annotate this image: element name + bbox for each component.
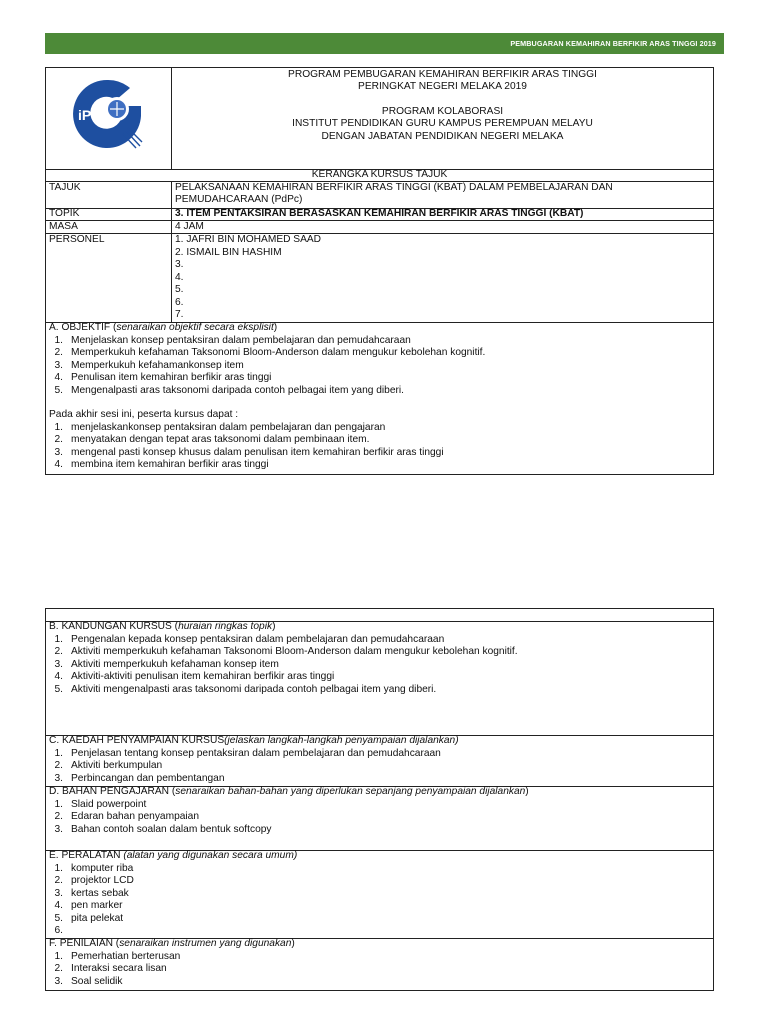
objective-item: 3. Memperkukuh kefahamankonsep item bbox=[54, 359, 244, 371]
equipment-item: 2. projektor LCD bbox=[54, 875, 134, 886]
section-e-heading: E. PERALATAN (alatan yang digunakan secara umum) bbox=[49, 850, 298, 861]
method-item: 2. Aktiviti berkumpulan bbox=[54, 760, 163, 771]
section-b-heading: B. KANDUNGAN KURSUS (huraian ringkas topik) bbox=[49, 621, 276, 632]
masa-label: MASA bbox=[49, 221, 78, 232]
section-f-heading: F. PENILAIAN (senaraikan instrumen yang digunakan) bbox=[49, 938, 295, 949]
row-divider bbox=[45, 220, 714, 221]
outcome-intro: Pada akhir sesi ini, peserta kursus dapat : bbox=[49, 409, 239, 420]
svg-text:iPG: iPG bbox=[78, 107, 103, 123]
assessment-item: 2. Interaksi secara lisan bbox=[54, 963, 167, 974]
personel-item: 5. bbox=[175, 284, 184, 295]
equipment-item: 5. pita pelekat bbox=[54, 912, 124, 924]
content-item: 1. Pengenalan kepada konsep pentaksiran dalam pembelajaran dan pemudahcaraan bbox=[54, 633, 445, 645]
content-item: 5. Aktiviti mengenalpasti aras taksonomi daripada contoh pelbagai item yang diberi. bbox=[54, 683, 437, 695]
method-item: 3. Perbincangan dan pembentangan bbox=[54, 772, 225, 784]
banner-title: PEMBUGARAN KEMAHIRAN BERFIKIR ARAS TINGGI 2019 bbox=[510, 39, 716, 48]
framework-title: KERANGKA KURSUS TAJUK bbox=[311, 169, 448, 180]
tajuk-value-line2: PEMUDAHCARAAN (PdPc) bbox=[175, 194, 303, 205]
objective-item: 5. Mengenalpasti aras taksonomi daripada contoh pelbagai item yang diberi. bbox=[54, 384, 404, 396]
objective-item: 4. Penulisan item kemahiran berfikir aras tinggi bbox=[54, 372, 272, 383]
material-item: 1. Slaid powerpoint bbox=[54, 798, 147, 810]
method-item: 1. Penjelasan tentang konsep pentaksiran dalam pembelajaran dan pemudahcaraan bbox=[54, 747, 441, 759]
equipment-item: 1. komputer riba bbox=[54, 862, 134, 874]
personel-item: 1. JAFRI BIN MOHAMED SAAD bbox=[175, 234, 322, 245]
material-item: 2. Edaran bahan penyampaian bbox=[54, 811, 200, 822]
label-column-divider bbox=[171, 181, 172, 322]
personel-item: 2. ISMAIL BIN HASHIM bbox=[175, 246, 282, 258]
outcome-item: 1. menjelaskankonsep pentaksiran dalam pembelajaran dan pengajaran bbox=[54, 421, 386, 433]
row-divider bbox=[45, 233, 714, 234]
outcome-item: 4. membina item kemahiran berfikir aras tinggi bbox=[54, 459, 269, 470]
content-item: 2. Aktiviti memperkukuh kefahaman Taksonomi Bloom-Anderson dalam mengukur kebolehan kognitif. bbox=[54, 646, 518, 657]
topik-value: 3. ITEM PENTAKSIRAN BERASASKAN KEMAHIRAN BERFIKIR ARAS TINGGI (KBAT) bbox=[175, 208, 584, 219]
personel-label: PERSONEL bbox=[49, 234, 105, 245]
assessment-item: 3. Soal selidik bbox=[54, 975, 123, 987]
institute-name: INSTITUT PENDIDIKAN GURU KAMPUS PEREMPUAN MELAYU bbox=[292, 118, 593, 129]
ipg-logo-icon bbox=[70, 76, 144, 152]
content-item: 4. Aktiviti-aktiviti penulisan item kemahiran berfikir aras tinggi bbox=[54, 671, 335, 682]
outcome-item: 2. menyatakan dengan tepat aras taksonomi dalam pembinaan item. bbox=[54, 434, 370, 445]
objective-item: 2. Memperkukuh kefahaman Taksonomi Bloom-Anderson dalam mengukur kebolehan kognitif. bbox=[54, 347, 486, 358]
tajuk-label: TAJUK bbox=[49, 182, 81, 193]
assessment-item: 1. Pemerhatian berterusan bbox=[54, 950, 181, 962]
equipment-item: 3. kertas sebak bbox=[54, 887, 129, 899]
program-title: PROGRAM PEMBUGARAN KEMAHIRAN BERFIKIR ARAS TINGGI bbox=[288, 69, 597, 80]
program-subtitle: PERINGKAT NEGERI MELAKA 2019 bbox=[358, 81, 527, 92]
topik-label: TOPIK bbox=[49, 208, 80, 219]
personel-item: 4. bbox=[175, 271, 184, 283]
personel-item: 7. bbox=[175, 309, 184, 320]
outcome-item: 3. mengenal pasti konsep khusus dalam penulisan item kemahiran berfikir aras tinggi bbox=[54, 446, 444, 458]
objective-item: 1. Menjelaskan konsep pentaksiran dalam pembelajaran dan pemudahcaraan bbox=[54, 334, 411, 346]
material-item: 3. Bahan contoh soalan dalam bentuk softcopy bbox=[54, 823, 272, 835]
masa-value: 4 JAM bbox=[175, 221, 204, 232]
personel-item: 3. bbox=[175, 259, 184, 270]
collab-title: PROGRAM KOLABORASI bbox=[381, 106, 504, 117]
content-item: 3. Aktiviti memperkukuh kefahaman konsep item bbox=[54, 658, 279, 670]
equipment-item: 6. bbox=[54, 925, 63, 936]
ipg-logo bbox=[70, 76, 144, 152]
equipment-item: 4. pen marker bbox=[54, 900, 123, 911]
tajuk-value-line1: PELAKSANAAN KEMAHIRAN BERFIKIR ARAS TINGGI (KBAT) DALAM PEMBELAJARAN DAN bbox=[175, 182, 613, 193]
partner-name: DENGAN JABATAN PENDIDIKAN NEGERI MELAKA bbox=[321, 131, 564, 142]
section-a-heading: A. OBJEKTIF (senaraikan objektif secara eksplisit) bbox=[49, 322, 278, 333]
section-c-heading: C. KAEDAH PENYAMPAIAN KURSUS(jelaskan langkah-langkah penyampaian dijalankan) bbox=[49, 735, 459, 746]
header-banner bbox=[45, 33, 724, 54]
section-d-heading: D. BAHAN PENGAJARAN (senaraikan bahan-bahan yang diperlukan sepanjang penyampaian dijalankan) bbox=[49, 786, 529, 797]
personel-item: 6. bbox=[175, 296, 184, 308]
